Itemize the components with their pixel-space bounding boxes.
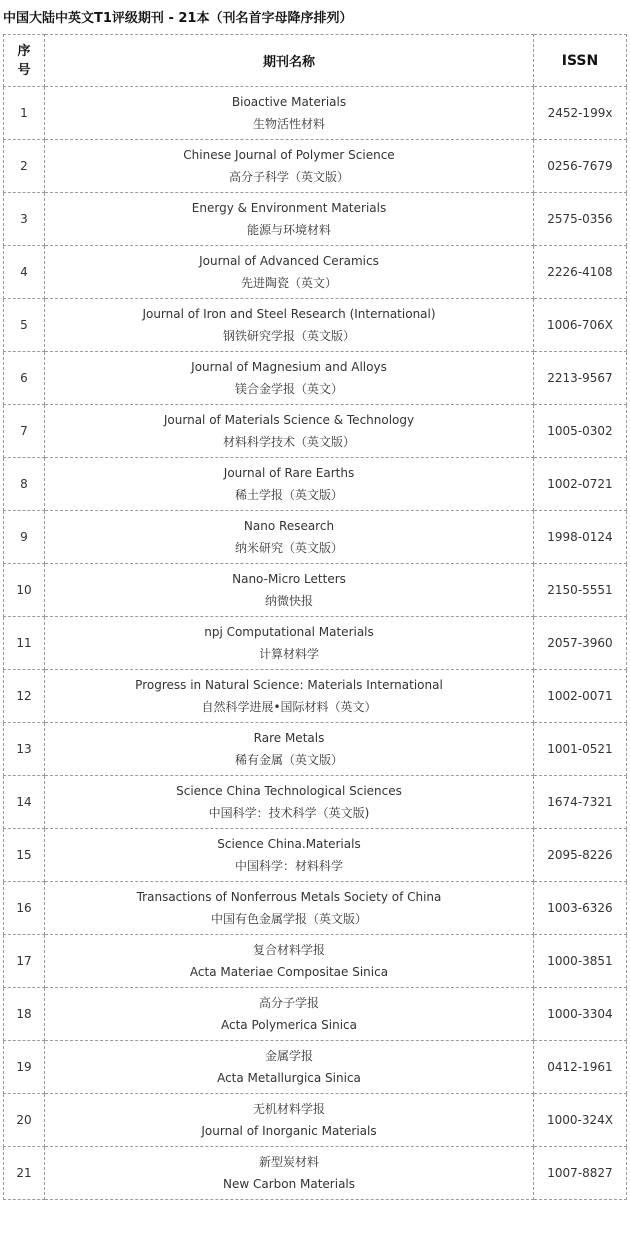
- journal-name-primary: 无机材料学报: [252, 1102, 325, 1116]
- journal-name-primary: Science China.Materials: [217, 837, 361, 851]
- journal-name-secondary: 能源与环境材料: [246, 223, 331, 237]
- journal-name-cell: [45, 352, 534, 405]
- journal-name-primary: Journal of Magnesium and Alloys: [191, 360, 387, 374]
- table-row: [4, 193, 627, 246]
- table-row: [4, 723, 627, 776]
- serial-number-cell: 13: [4, 723, 45, 776]
- issn-cell: 2226-4108: [534, 246, 627, 299]
- journal-name-cell: [45, 723, 534, 776]
- journal-name-secondary: Acta Metallurgica Sinica: [217, 1071, 361, 1085]
- journal-name-secondary: 先进陶瓷（英文）: [240, 276, 337, 290]
- serial-number-cell: 8: [4, 458, 45, 511]
- issn-cell: 0256-7679: [534, 140, 627, 193]
- serial-number-cell: 20: [4, 1094, 45, 1147]
- journal-table: [3, 34, 627, 1200]
- serial-number-cell: 3: [4, 193, 45, 246]
- table-row: [4, 140, 627, 193]
- journal-name-primary: Bioactive Materials: [231, 95, 347, 109]
- journal-name-cell: [45, 829, 534, 882]
- serial-number-cell: 2: [4, 140, 45, 193]
- table-row: [4, 352, 627, 405]
- journal-name-primary: Journal of Iron and Steel Research (International): [142, 307, 436, 321]
- journal-name-secondary: 稀有金属（英文版）: [234, 753, 343, 767]
- table-row: [4, 829, 627, 882]
- journal-name-primary: npj Computational Materials: [204, 625, 374, 639]
- journal-name-primary: Progress in Natural Science: Materials International: [135, 678, 443, 692]
- serial-number-cell: 6: [4, 352, 45, 405]
- journal-name-secondary: 高分子科学（英文版）: [228, 170, 349, 184]
- issn-cell: 1003-6326: [534, 882, 627, 935]
- table-body: [4, 87, 627, 1200]
- table-row: [4, 299, 627, 352]
- header-row: [4, 35, 627, 87]
- journal-name-primary: 新型炭材料: [258, 1155, 319, 1169]
- issn-cell: 1000-3851: [534, 935, 627, 988]
- journal-name-secondary: 中国有色金属学报（英文版）: [210, 912, 367, 926]
- serial-number-cell: 10: [4, 564, 45, 617]
- serial-number-cell: 17: [4, 935, 45, 988]
- serial-number-cell: 12: [4, 670, 45, 723]
- journal-name-secondary: 材料科学技术（英文版）: [222, 435, 355, 449]
- journal-name-secondary: 稀土学报（英文版）: [234, 488, 343, 502]
- table-row: [4, 511, 627, 564]
- issn-cell: 1005-0302: [534, 405, 627, 458]
- journal-name-cell: [45, 140, 534, 193]
- journal-name-secondary: 纳米研究（英文版）: [234, 541, 343, 555]
- journal-name-secondary: 镁合金学报（英文）: [234, 382, 343, 396]
- table-header: [4, 35, 627, 87]
- issn-cell: 1002-0071: [534, 670, 627, 723]
- journal-name-cell: [45, 882, 534, 935]
- table-row: [4, 405, 627, 458]
- table-row: [4, 564, 627, 617]
- issn-cell: 1002-0721: [534, 458, 627, 511]
- issn-cell: 2057-3960: [534, 617, 627, 670]
- journal-name-secondary: Journal of Inorganic Materials: [201, 1124, 377, 1138]
- header-journal-name: 期刊名称: [45, 35, 534, 87]
- table-row: [4, 776, 627, 829]
- serial-number-cell: 4: [4, 246, 45, 299]
- table-row: [4, 246, 627, 299]
- journal-name-cell: [45, 564, 534, 617]
- journal-name-primary: 复合材料学报: [252, 943, 325, 957]
- issn-cell: 1998-0124: [534, 511, 627, 564]
- journal-name-cell: [45, 246, 534, 299]
- serial-number-cell: 14: [4, 776, 45, 829]
- journal-name-secondary: Acta Polymerica Sinica: [220, 1018, 357, 1032]
- serial-number-cell: 9: [4, 511, 45, 564]
- header-serial-bottom: 号: [17, 62, 31, 78]
- journal-name-secondary: 钢铁研究学报（英文版）: [222, 329, 355, 343]
- issn-cell: 2150-5551: [534, 564, 627, 617]
- serial-number-cell: 5: [4, 299, 45, 352]
- journal-name-primary: Journal of Materials Science & Technology: [163, 413, 415, 427]
- issn-cell: 2095-8226: [534, 829, 627, 882]
- journal-name-cell: [45, 935, 534, 988]
- journal-name-cell: [45, 988, 534, 1041]
- journal-name-primary: Chinese Journal of Polymer Science: [183, 148, 395, 162]
- journal-name-primary: Journal of Advanced Ceramics: [199, 254, 379, 268]
- issn-cell: 2575-0356: [534, 193, 627, 246]
- journal-name-primary: Nano-Micro Letters: [232, 572, 346, 586]
- issn-cell: 1006-706X: [534, 299, 627, 352]
- table-row: [4, 988, 627, 1041]
- table-row: [4, 882, 627, 935]
- journal-name-primary: 金属学报: [264, 1049, 313, 1063]
- serial-number-cell: 15: [4, 829, 45, 882]
- header-serial-number: [4, 35, 45, 87]
- journal-name-secondary: 计算材料学: [258, 647, 319, 661]
- serial-number-cell: 11: [4, 617, 45, 670]
- issn-cell: 2213-9567: [534, 352, 627, 405]
- table-row: [4, 670, 627, 723]
- journal-name-cell: [45, 405, 534, 458]
- journal-name-cell: [45, 1147, 534, 1200]
- journal-name-cell: [45, 87, 534, 140]
- table-row: [4, 1094, 627, 1147]
- journal-name-secondary: New Carbon Materials: [222, 1177, 356, 1191]
- issn-cell: 2452-199x: [534, 87, 627, 140]
- page-title: 中国大陆中英文T1评级期刊 - 21本（刊名首字母降序排列）: [3, 11, 353, 26]
- serial-number-cell: 18: [4, 988, 45, 1041]
- serial-number-cell: 16: [4, 882, 45, 935]
- table-row: [4, 458, 627, 511]
- journal-name-cell: [45, 458, 534, 511]
- journal-name-primary: Rare Metals: [253, 731, 325, 745]
- table-row: [4, 617, 627, 670]
- journal-name-secondary: 纳微快报: [264, 594, 313, 608]
- serial-number-cell: 21: [4, 1147, 45, 1200]
- journal-name-secondary: 中国科学：技术科学（英文版): [208, 806, 370, 820]
- journal-name-primary: 高分子学报: [258, 996, 319, 1010]
- journal-name-cell: [45, 1094, 534, 1147]
- journal-name-cell: [45, 1041, 534, 1094]
- journal-name-secondary: 生物活性材料: [252, 117, 325, 131]
- issn-cell: 1000-324X: [534, 1094, 627, 1147]
- issn-cell: 1674-7321: [534, 776, 627, 829]
- table-row: [4, 1147, 627, 1200]
- journal-name-cell: [45, 670, 534, 723]
- issn-cell: 1007-8827: [534, 1147, 627, 1200]
- header-serial-top: 序: [17, 43, 31, 59]
- journal-name-primary: Transactions of Nonferrous Metals Society of China: [136, 890, 442, 904]
- journal-name-cell: [45, 511, 534, 564]
- table-row: [4, 935, 627, 988]
- issn-cell: 0412-1961: [534, 1041, 627, 1094]
- journal-name-primary: Journal of Rare Earths: [223, 466, 355, 480]
- serial-number-cell: 1: [4, 87, 45, 140]
- journal-name-primary: Science China Technological Sciences: [176, 784, 402, 798]
- journal-name-secondary: 自然科学进展•国际材料（英文）: [201, 700, 377, 714]
- journal-name-secondary: Acta Materiae Compositae Sinica: [189, 965, 389, 979]
- journal-name-secondary: 中国科学：材料科学: [234, 859, 343, 873]
- journal-name-cell: [45, 776, 534, 829]
- journal-name-cell: [45, 299, 534, 352]
- journal-name-cell: [45, 193, 534, 246]
- table-row: [4, 87, 627, 140]
- serial-number-cell: 19: [4, 1041, 45, 1094]
- journal-name-primary: Nano Research: [243, 519, 335, 533]
- issn-cell: 1000-3304: [534, 988, 627, 1041]
- journal-name-cell: [45, 617, 534, 670]
- table-row: [4, 1041, 627, 1094]
- journal-name-primary: Energy & Environment Materials: [191, 201, 387, 215]
- header-issn: ISSN: [534, 35, 627, 87]
- serial-number-cell: 7: [4, 405, 45, 458]
- issn-cell: 1001-0521: [534, 723, 627, 776]
